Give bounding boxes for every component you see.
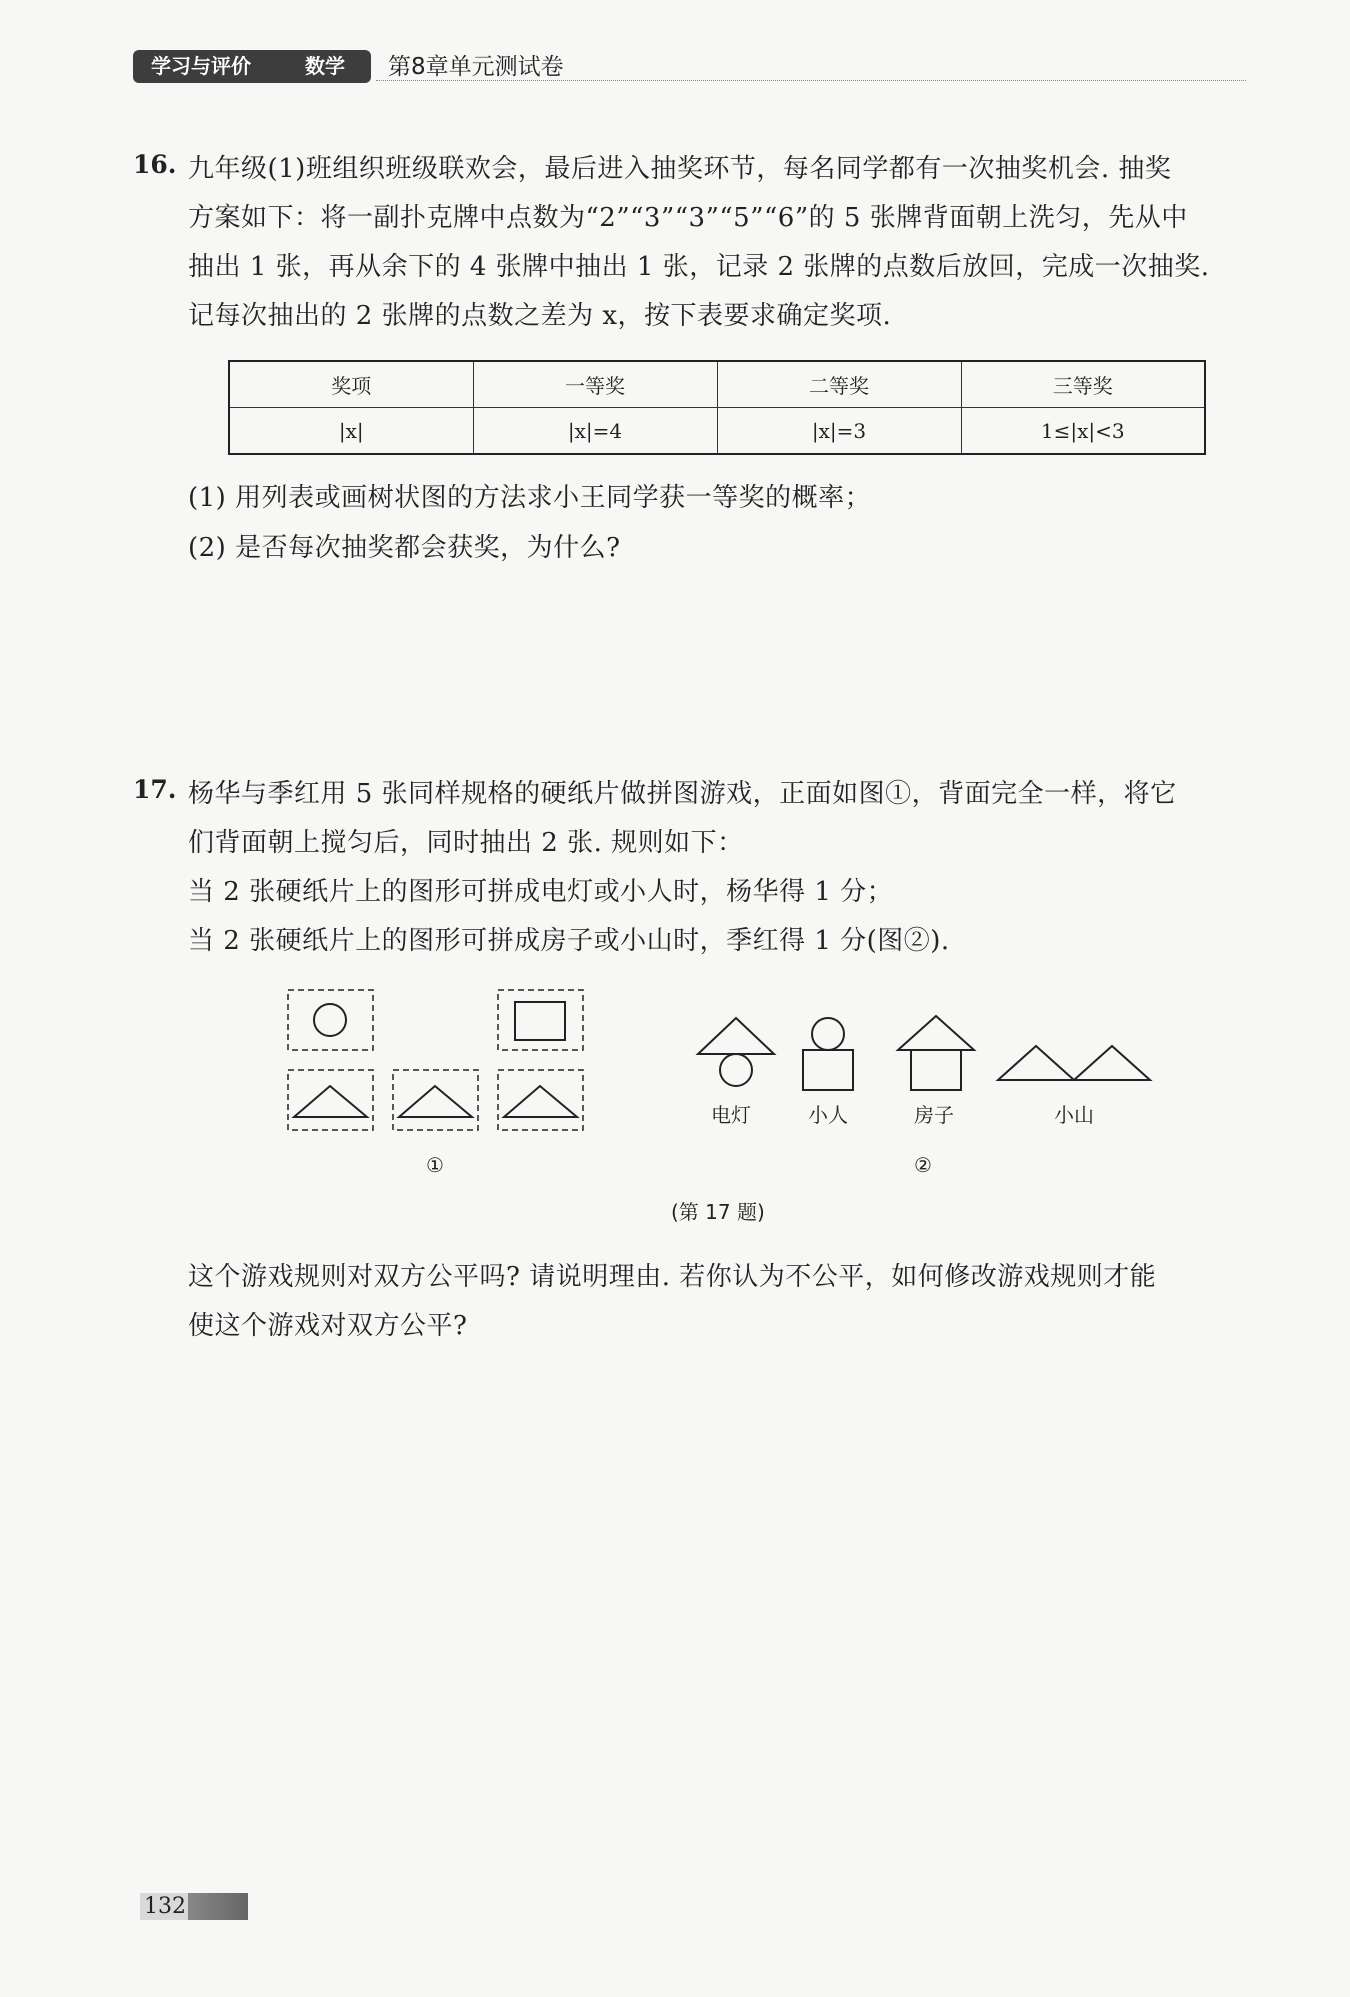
q17-tail-1: 这个游戏规则对双方公平吗? 请说明理由. 若你认为不公平，如何修改游戏规则才能 (188, 1262, 1157, 1292)
q16-line-3: 抽出 1 张，再从余下的 4 张牌中抽出 1 张，记录 2 张牌的点数后放回，完成一次抽奖. (188, 252, 1210, 282)
label-hill: 小山 (1054, 1103, 1094, 1127)
q17-number: 17. (133, 775, 177, 804)
person-icon (803, 1050, 853, 1090)
table-header-cell: 二等奖 (717, 361, 961, 408)
figure-1-label: ① (426, 1153, 444, 1177)
house-roof (898, 1016, 974, 1050)
house-icon (911, 1050, 961, 1090)
person-head (812, 1018, 844, 1050)
chapter-title: 第8章单元测试卷 (388, 54, 564, 80)
label-lamp: 电灯 (711, 1103, 751, 1127)
circle-shape (314, 1004, 346, 1036)
figure-caption: (第 17 题) (671, 1200, 765, 1224)
table-cell: 1≤|x|<3 (961, 408, 1205, 455)
q16-line-4: 记每次抽出的 2 张牌的点数之差为 x，按下表要求确定奖项. (188, 301, 892, 331)
q17-line-2: 们背面朝上搅匀后，同时抽出 2 张. 规则如下： (188, 828, 744, 858)
book-title: 学习与评价 (151, 54, 251, 78)
label-house: 房子 (914, 1103, 954, 1127)
card-triangle-2 (393, 1070, 478, 1130)
header-divider (376, 80, 1246, 81)
triangle-shape (399, 1086, 472, 1117)
subject-label: 数学 (305, 54, 345, 78)
q17-line-4: 当 2 张硬纸片上的图形可拼成房子或小山时，季红得 1 分(图②). (188, 926, 950, 956)
triangle-shape (294, 1086, 367, 1117)
triangle-shape (504, 1086, 577, 1117)
figure-2-label: ② (914, 1153, 932, 1177)
table-header-cell: 奖项 (229, 361, 473, 408)
table-cell: |x| (229, 408, 473, 455)
figure-1-cards (280, 980, 600, 1150)
header-badge (133, 50, 371, 83)
table-header-row (229, 361, 1205, 408)
q17-tail-2: 使这个游戏对双方公平? (188, 1311, 468, 1341)
q16-line-2: 方案如下：将一副扑克牌中点数为“2”“3”“3”“5”“6”的 5 张牌背面朝上洗匀，先从中 (188, 203, 1188, 233)
label-person: 小人 (808, 1103, 848, 1127)
table-cell: |x|=3 (717, 408, 961, 455)
table-header-cell: 一等奖 (473, 361, 717, 408)
table-header-cell: 三等奖 (961, 361, 1205, 408)
prize-table (228, 360, 1206, 455)
q16-sub-2: (2) 是否每次抽奖都会获奖，为什么? (188, 533, 621, 563)
q16-sub-1: (1) 用列表或画树状图的方法求小王同学获一等奖的概率； (188, 483, 872, 513)
q17-line-3: 当 2 张硬纸片上的图形可拼成电灯或小人时，杨华得 1 分； (188, 877, 894, 907)
hill-peak (1074, 1046, 1150, 1080)
lamp-bulb (720, 1054, 752, 1086)
q16-number: 16. (133, 150, 177, 179)
card-triangle-1 (288, 1070, 373, 1130)
q16-line-1: 九年级(1)班组织班级联欢会，最后进入抽奖环节，每名同学都有一次抽奖机会. 抽奖 (188, 154, 1172, 184)
card-circle (288, 990, 373, 1050)
page-number: 132 (140, 1893, 248, 1920)
figure-2-shapes (690, 1010, 1160, 1110)
square-shape (515, 1002, 565, 1040)
card-triangle-3 (498, 1070, 583, 1130)
table-cell: |x|=4 (473, 408, 717, 455)
q17-line-1: 杨华与季红用 5 张同样规格的硬纸片做拼图游戏，正面如图①，背面完全一样，将它 (188, 779, 1177, 809)
hill-icon (998, 1046, 1074, 1080)
table-row (229, 408, 1205, 455)
lamp-icon (698, 1018, 774, 1054)
